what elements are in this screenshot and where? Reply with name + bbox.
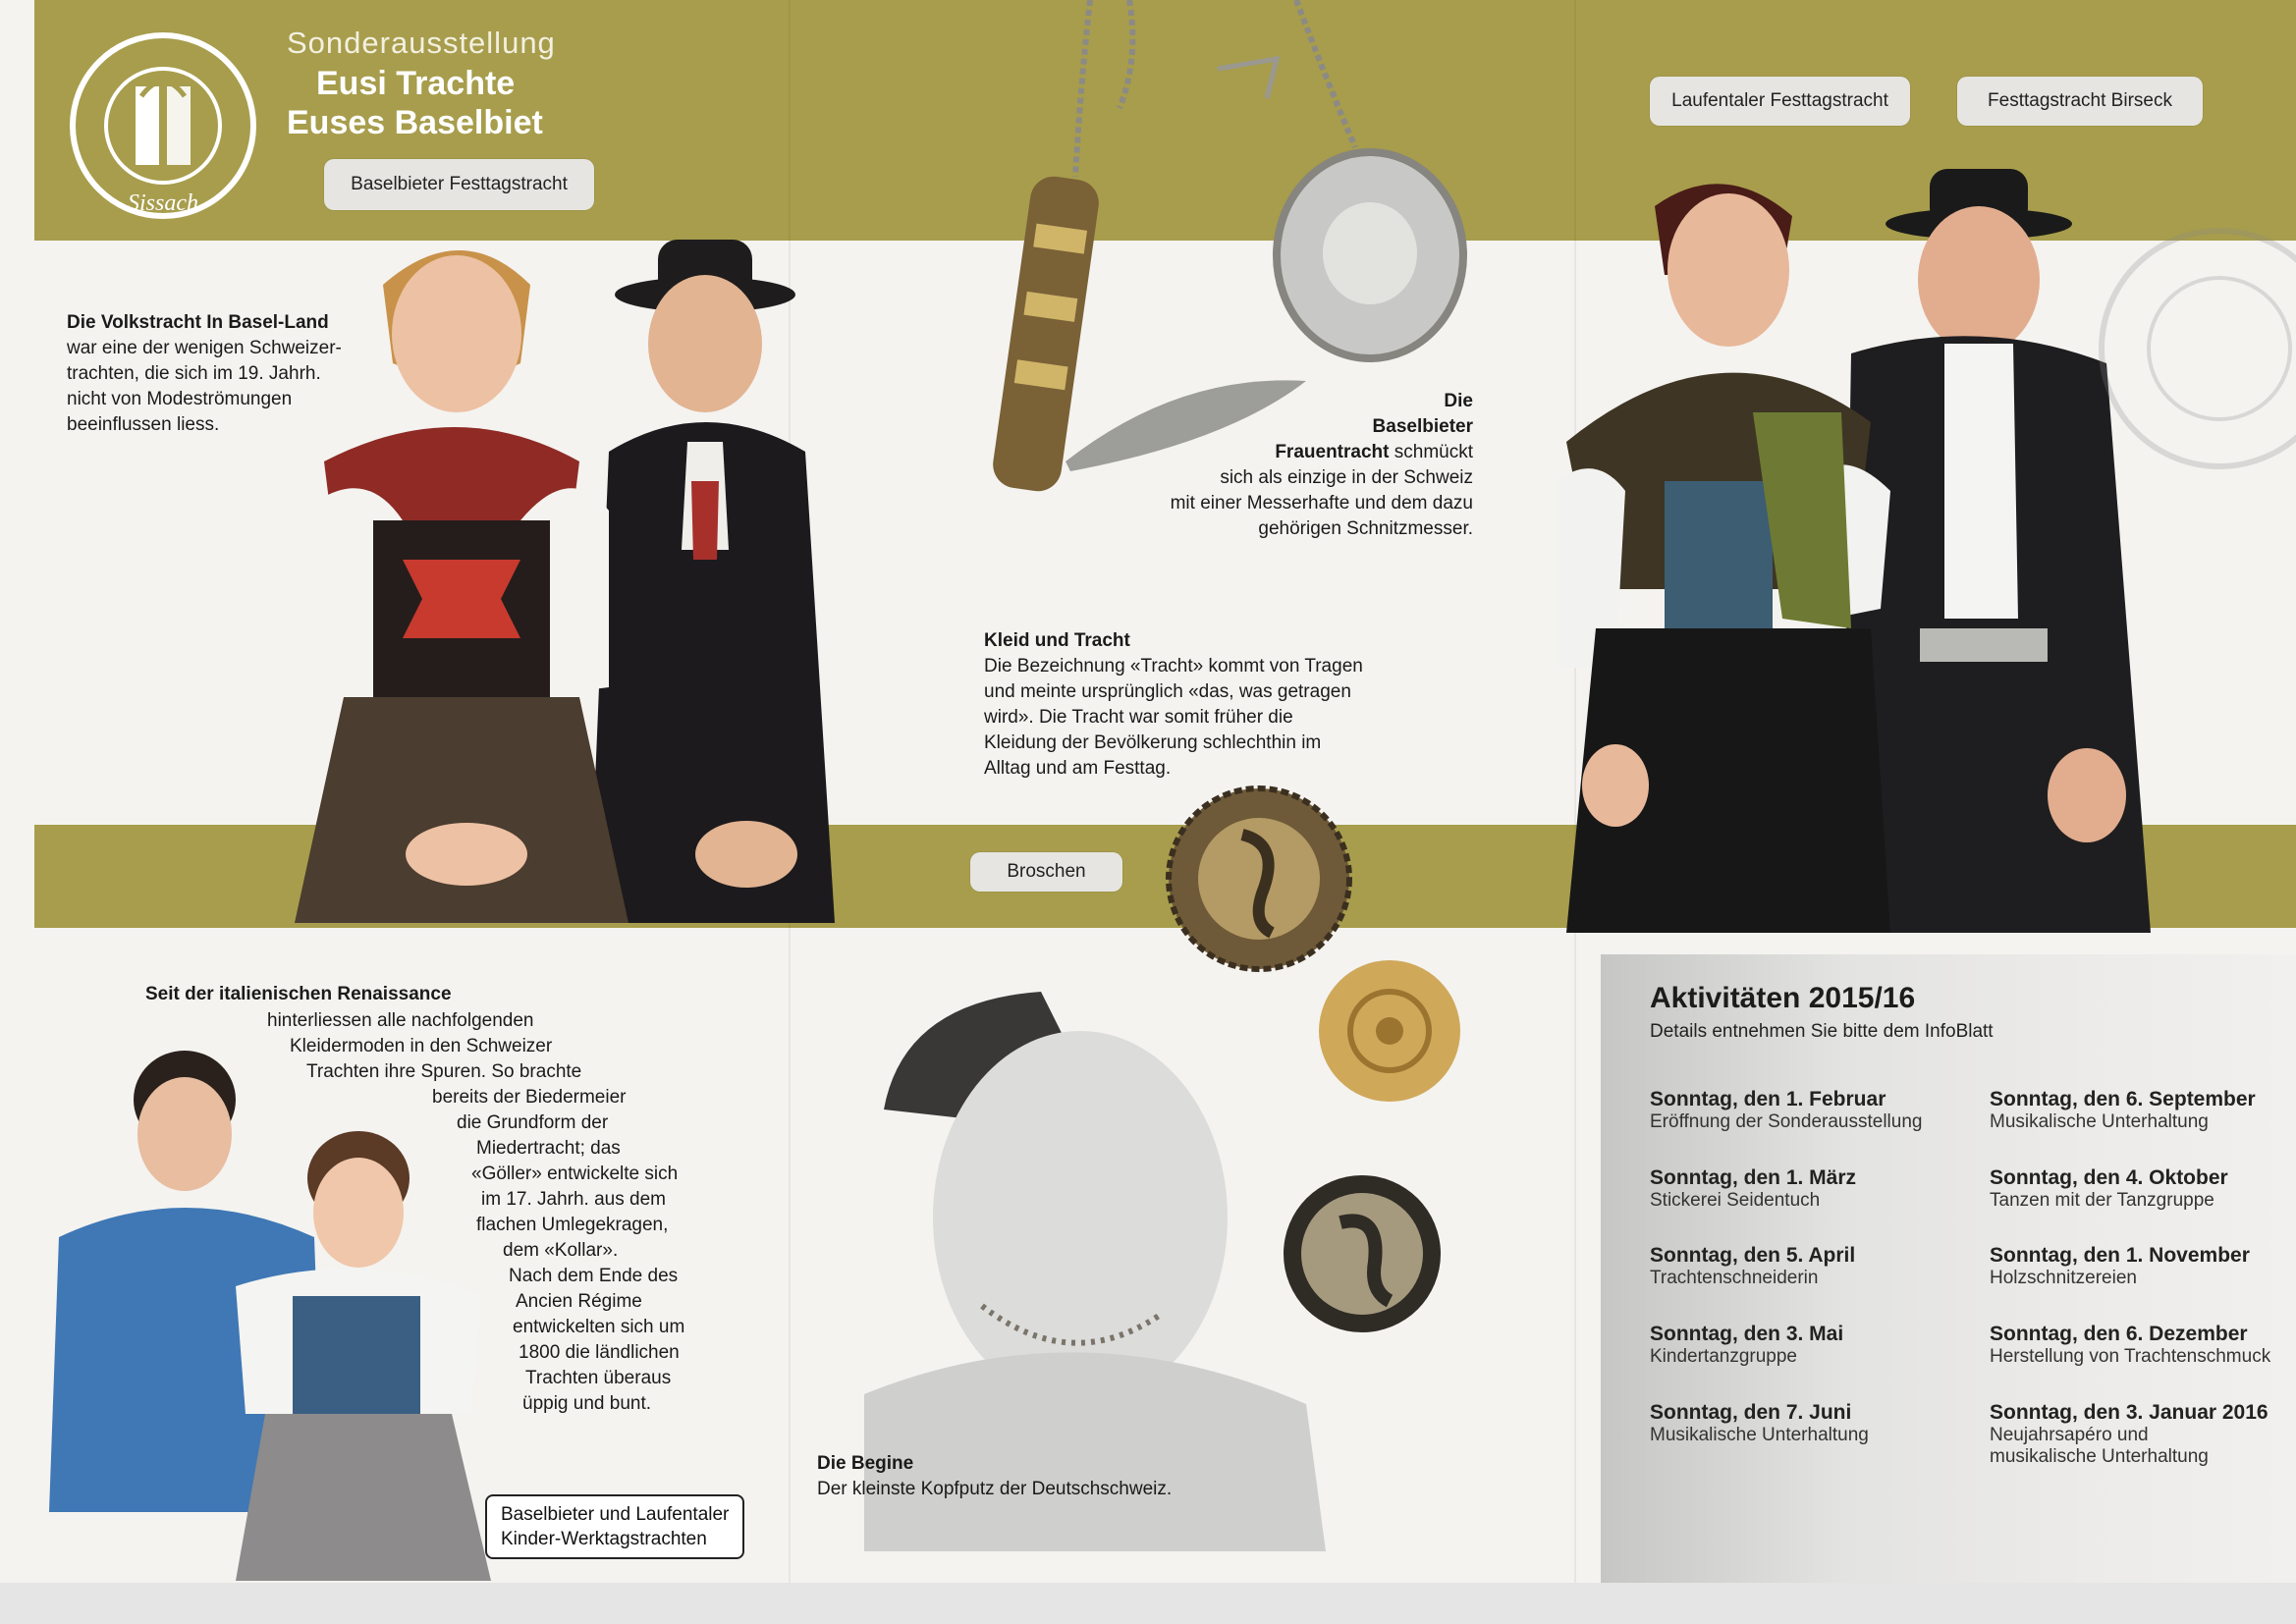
renaissance-line: die Grundform der bbox=[457, 1112, 609, 1133]
activity-right-2 bbox=[1990, 1166, 2228, 1212]
label-kinder-werktagstrachten bbox=[485, 1494, 744, 1559]
photo-laufentaler-birseck-couple bbox=[1557, 157, 2170, 933]
kleid-line: wird». Die Tracht war somit früher die bbox=[984, 707, 1293, 728]
label-festtagstracht-birseck: Festtagstracht Birseck bbox=[1957, 77, 2203, 126]
activity-desc: musikalische Unterhaltung bbox=[1990, 1446, 2209, 1467]
activities-subtitle: Details entnehmen Sie bitte dem InfoBlatt bbox=[1650, 1021, 1994, 1042]
faded-museum-stamp bbox=[2092, 221, 2296, 476]
volkstracht-line: nicht von Modeströmungen bbox=[67, 389, 293, 409]
exhibition-title-1: Eusi Trachte bbox=[316, 65, 516, 102]
activity-left-4 bbox=[1650, 1323, 1843, 1368]
kleid-line: und meinte ursprünglich «das, was getragen bbox=[984, 681, 1351, 702]
photo-baselbieter-couple bbox=[285, 226, 835, 923]
renaissance-line: im 17. Jahrh. aus dem bbox=[481, 1189, 666, 1210]
activity-desc: Stickerei Seidentuch bbox=[1650, 1190, 1821, 1211]
renaissance-line: 1800 die ländlichen bbox=[519, 1342, 680, 1363]
activity-left-5 bbox=[1650, 1401, 1869, 1446]
label-broschen: Broschen bbox=[970, 852, 1122, 892]
renaissance-line: Nach dem Ende des bbox=[509, 1266, 679, 1286]
photo-brooch-gold bbox=[1164, 785, 1355, 972]
renaissance-line: bereits der Biedermeier bbox=[432, 1087, 627, 1108]
volkstracht-line: trachten, die sich im 19. Jahrh. bbox=[67, 363, 321, 384]
activity-desc: Neujahrsapéro und bbox=[1990, 1425, 2149, 1445]
kleid-tracht-text bbox=[984, 628, 1363, 782]
exhibition-title-2: Euses Baselbiet bbox=[287, 104, 543, 141]
activity-left-3 bbox=[1650, 1244, 1855, 1289]
label-baselbieter-festtagstracht: Baselbieter Festtagstracht bbox=[324, 159, 594, 210]
renaissance-line: Miedertracht; das bbox=[476, 1138, 621, 1159]
renaissance-line: üppig und bunt. bbox=[522, 1393, 652, 1414]
activity-date: Sonntag, den 3. Januar 2016 bbox=[1990, 1401, 2269, 1424]
renaissance-line: Kleidermoden in den Schweizer bbox=[290, 1036, 553, 1056]
activity-desc: Kindertanzgruppe bbox=[1650, 1346, 1797, 1367]
kleid-line: Kleidung der Bevölkerung schlechthin im bbox=[984, 732, 1322, 753]
kleid-line: Alltag und am Festtag. bbox=[984, 758, 1172, 779]
activity-right-4 bbox=[1990, 1323, 2270, 1368]
frauentracht-bold: Frauentracht bbox=[1275, 442, 1390, 462]
photo-begine-portrait bbox=[864, 982, 1345, 1551]
frauentracht-line: gehörigen Schnitzmesser. bbox=[1258, 518, 1473, 539]
renaissance-line: Trachten ihre Spuren. So brachte bbox=[306, 1061, 582, 1082]
volkstracht-heading: Die Volkstracht In Basel-Land bbox=[67, 312, 329, 333]
activity-desc: Eröffnung der Sonderausstellung bbox=[1650, 1111, 1923, 1132]
frauentracht-line: Baselbieter bbox=[1372, 416, 1473, 437]
activity-right-5 bbox=[1990, 1401, 2269, 1468]
renaissance-line: entwickelten sich um bbox=[513, 1317, 685, 1337]
frauentracht-line: mit einer Messerhafte und dem dazu bbox=[1170, 493, 1473, 514]
renaissance-line: hinterliessen alle nachfolgenden bbox=[267, 1010, 534, 1031]
page-bottom-edge bbox=[0, 1583, 2296, 1624]
frauentracht-text bbox=[1061, 389, 1473, 542]
activity-date: Sonntag, den 6. September bbox=[1990, 1088, 2256, 1110]
kinder-label-line: Kinder-Werktagstrachten bbox=[501, 1529, 707, 1549]
photo-children-werktagstracht bbox=[39, 1041, 501, 1581]
activity-date: Sonntag, den 1. Februar bbox=[1650, 1088, 1886, 1110]
activity-left-1 bbox=[1650, 1088, 1922, 1133]
activity-desc: Musikalische Unterhaltung bbox=[1990, 1111, 2209, 1132]
frauentracht-line: Die bbox=[1444, 391, 1473, 411]
activity-date: Sonntag, den 7. Juni bbox=[1650, 1401, 1852, 1424]
activity-date: Sonntag, den 3. Mai bbox=[1650, 1323, 1844, 1345]
frauentracht-line: schmückt bbox=[1389, 442, 1473, 462]
svg-text:Sissach: Sissach bbox=[128, 190, 198, 216]
activity-desc: Trachtenschneiderin bbox=[1650, 1268, 1819, 1288]
label-laufentaler-festtagstracht: Laufentaler Festtagstracht bbox=[1650, 77, 1910, 126]
activity-desc: Tanzen mit der Tanzgruppe bbox=[1990, 1190, 2214, 1211]
volkstracht-line: beeinflussen liess. bbox=[67, 414, 220, 435]
renaissance-line: Trachten überaus bbox=[525, 1368, 672, 1388]
kleid-line: Die Bezeichnung «Tracht» kommt von Tragen bbox=[984, 656, 1363, 677]
activity-date: Sonntag, den 4. Oktober bbox=[1990, 1166, 2228, 1189]
renaissance-heading: Seit der italienischen Renaissance bbox=[145, 984, 452, 1004]
activity-desc: Holzschnitzereien bbox=[1990, 1268, 2137, 1288]
exhibition-subtitle: Sonderausstellung bbox=[287, 26, 556, 60]
activity-right-1 bbox=[1990, 1088, 2256, 1133]
activity-desc: Musikalische Unterhaltung bbox=[1650, 1425, 1869, 1445]
activity-date: Sonntag, den 5. April bbox=[1650, 1244, 1856, 1267]
activity-date: Sonntag, den 1. November bbox=[1990, 1244, 2250, 1267]
activity-right-3 bbox=[1990, 1244, 2250, 1289]
activity-desc: Herstellung von Trachtenschmuck bbox=[1990, 1346, 2271, 1367]
kinder-label-line: Baselbieter und Laufentaler bbox=[501, 1504, 730, 1525]
frauentracht-line: sich als einzige in der Schweiz bbox=[1220, 467, 1473, 488]
activities-title: Aktivitäten 2015/16 bbox=[1650, 982, 1916, 1014]
kleid-tracht-heading: Kleid und Tracht bbox=[984, 630, 1130, 651]
renaissance-line: flachen Umlegekragen, bbox=[476, 1215, 669, 1235]
renaissance-line: dem «Kollar». bbox=[503, 1240, 619, 1261]
volkstracht-line: war eine der wenigen Schweizer- bbox=[67, 338, 342, 358]
activity-date: Sonntag, den 6. Dezember bbox=[1990, 1323, 2248, 1345]
renaissance-line: Ancien Régime bbox=[516, 1291, 642, 1312]
museum-logo bbox=[65, 27, 261, 224]
begine-text: Der kleinste Kopfputz der Deutschschweiz. bbox=[817, 1479, 1173, 1499]
begine-heading: Die Begine bbox=[817, 1453, 914, 1474]
activity-left-2 bbox=[1650, 1166, 1856, 1212]
renaissance-line: «Göller» entwickelte sich bbox=[471, 1164, 679, 1184]
activity-date: Sonntag, den 1. März bbox=[1650, 1166, 1857, 1189]
